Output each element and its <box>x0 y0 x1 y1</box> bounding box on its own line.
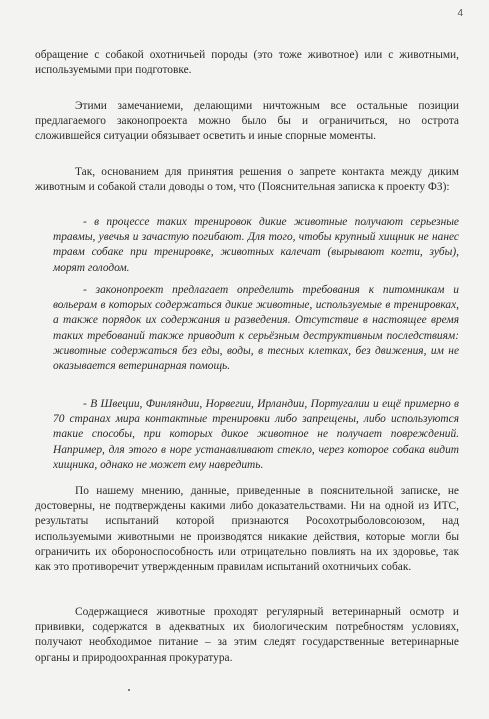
quote-enclosures: - законопроект предлагает определить требования к питомникам и вольерам в которых содержаться дикие животные, используемые в тренировках, а также порядок их содержания и разведения. Отсутствие в настоящее время таких требований также приводит к серьёзным деструктивным последствиям: животные содержаться без еды, воды, в тесных клетках, без движения, им не оказывается ветеринарная помощь. <box>53 284 459 373</box>
paragraph-basis: Так, основанием для принятия решения о запрете контакта между диким животным и собакой стали доводы о том, что (Пояснительная записка к проекту ФЗ): <box>35 166 459 194</box>
paragraph-continuation: обращение с собакой охотничьей породы (это тоже животное) или с животными, используемыми при подготовке. <box>35 49 459 77</box>
paragraph-remarks: Этими замечаниеми, делающими ничтожным все остальные позиции предлагаемого законопроекта можно было бы и ограничиться, но острота сложившейся ситуации обязывает осветить и иные спорные моменты. <box>35 100 459 143</box>
quote-other-countries: - В Швеции, Финляндии, Норвегии, Ирландии, Португалии и ещё примерно в 70 странах мира контактные тренировки либо запрещены, либо используются такие способы, при которых дикое животное не получает повреждений. Например, для этого в норе устанавливают стекло, через которое собака видит хищника, однако не может ему навредить. <box>53 398 459 471</box>
scan-speck <box>128 689 130 691</box>
paragraph-opinion: По нашему мнению, данные, приведенные в пояснительной записке, не достоверны, не подтверждены какими либо доказательствами. Ни на одной из ИТС, результаты испытаний которой признаются Росохотрыболовсоюзом, над используемыми животными не производятся никакие действия, которые могли бы ограничить их обороноспособность или отрицательно повлиять на их здоровье, так как это противоречит утвержденным правилам испытаний охотничьих собак. <box>35 485 459 574</box>
page-number: 4 <box>457 8 463 19</box>
quote-injuries: - в процессе таких тренировок дикие животные получают серьезные травмы, увечья и зачастую погибают. Для того, чтобы крупный хищник не нанес травм собаке при тренировке, животных калечат (вырывают когти, зубы), морят голодом. <box>53 216 459 274</box>
paragraph-veterinary: Содержащиеся животные проходят регулярный ветеринарный осмотр и прививки, содержатся в адекватных их биологическим потребностям условиях, получают необходимое питание – за этим следят государственные ветеринарные органы и природоохранная прокуратура. <box>35 606 459 664</box>
